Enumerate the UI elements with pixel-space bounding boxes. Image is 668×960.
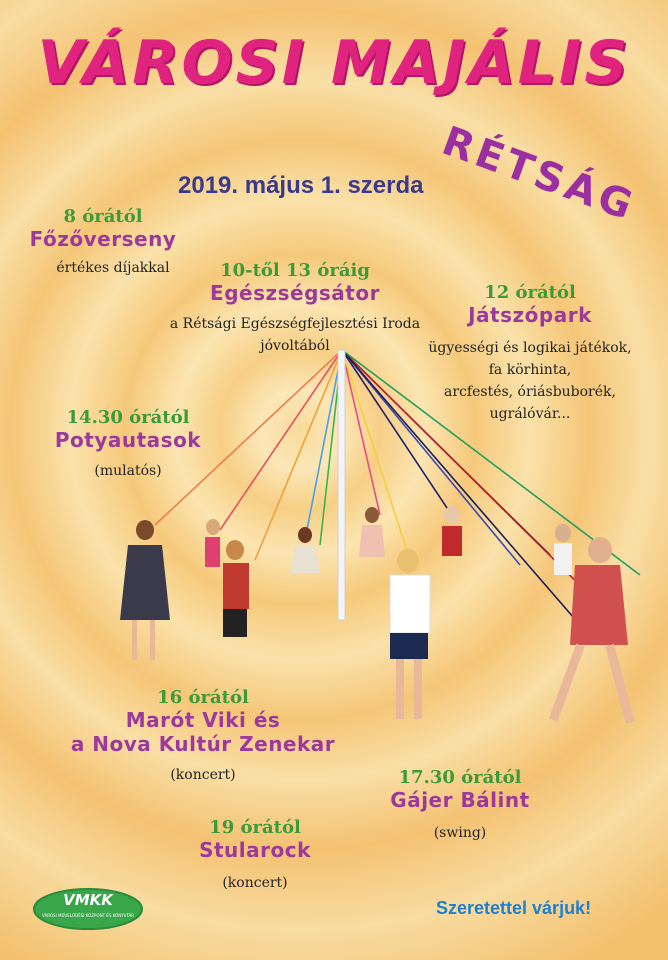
maypole [338, 350, 345, 620]
event-desc: fa körhinta, [488, 362, 572, 378]
event-name: Potyautasok [54, 428, 202, 452]
event-name: Főzőverseny [29, 227, 177, 251]
event-name: Egészségsátor [210, 281, 380, 305]
event-marot-viki [48, 687, 358, 786]
event-desc: (swing) [433, 825, 487, 841]
event-desc: ugrálóvár... [489, 406, 571, 422]
poster-title: VÁROSI MAJÁLIS [37, 28, 631, 98]
event-name: Játszópark [468, 303, 592, 327]
event-desc: (koncert) [222, 875, 288, 891]
event-date: 2019. május 1. szerda [178, 172, 424, 199]
event-time: 19 órától [209, 817, 301, 838]
event-name: Marót Viki és [125, 708, 281, 732]
event-stularock [155, 817, 355, 894]
event-time: 10-től 13 óráig [220, 260, 370, 281]
event-time: 14.30 órától [66, 407, 190, 428]
event-egeszsegsator [150, 260, 440, 357]
event-time: 8 órától [63, 206, 143, 227]
event-name: a Nova Kultúr Zenekar [70, 732, 336, 756]
event-desc: arcfestés, óriásbuborék, [444, 384, 616, 400]
event-desc: (mulatós) [94, 463, 162, 479]
event-time: 16 órától [157, 687, 249, 708]
event-time: 17.30 órától [398, 767, 522, 788]
event-gajer-balint [360, 767, 560, 844]
event-desc: (koncert) [170, 767, 236, 783]
event-time: 12 órától [484, 282, 576, 303]
event-name: Stularock [199, 838, 311, 862]
event-potyautasok [28, 407, 228, 482]
closing-text: Szeretettel várjuk! [436, 898, 592, 918]
poster-subtitle: RÉTSÁG [436, 118, 642, 231]
event-name: Gájer Bálint [390, 788, 530, 812]
vmkk-logo [32, 883, 144, 931]
event-desc: értékes díjakkal [56, 260, 170, 276]
event-desc: a Rétsági Egészségfejlesztési Iroda [169, 316, 421, 332]
logo-caption: VÁROSI MŰVELŐDÉSI KÖZPONT ÉS KÖNYVTÁR [41, 913, 135, 918]
event-desc: ügyességi és logikai játékok, [428, 340, 632, 356]
event-desc: jóvoltából [260, 338, 330, 354]
logo-text: VMKK [63, 891, 113, 909]
